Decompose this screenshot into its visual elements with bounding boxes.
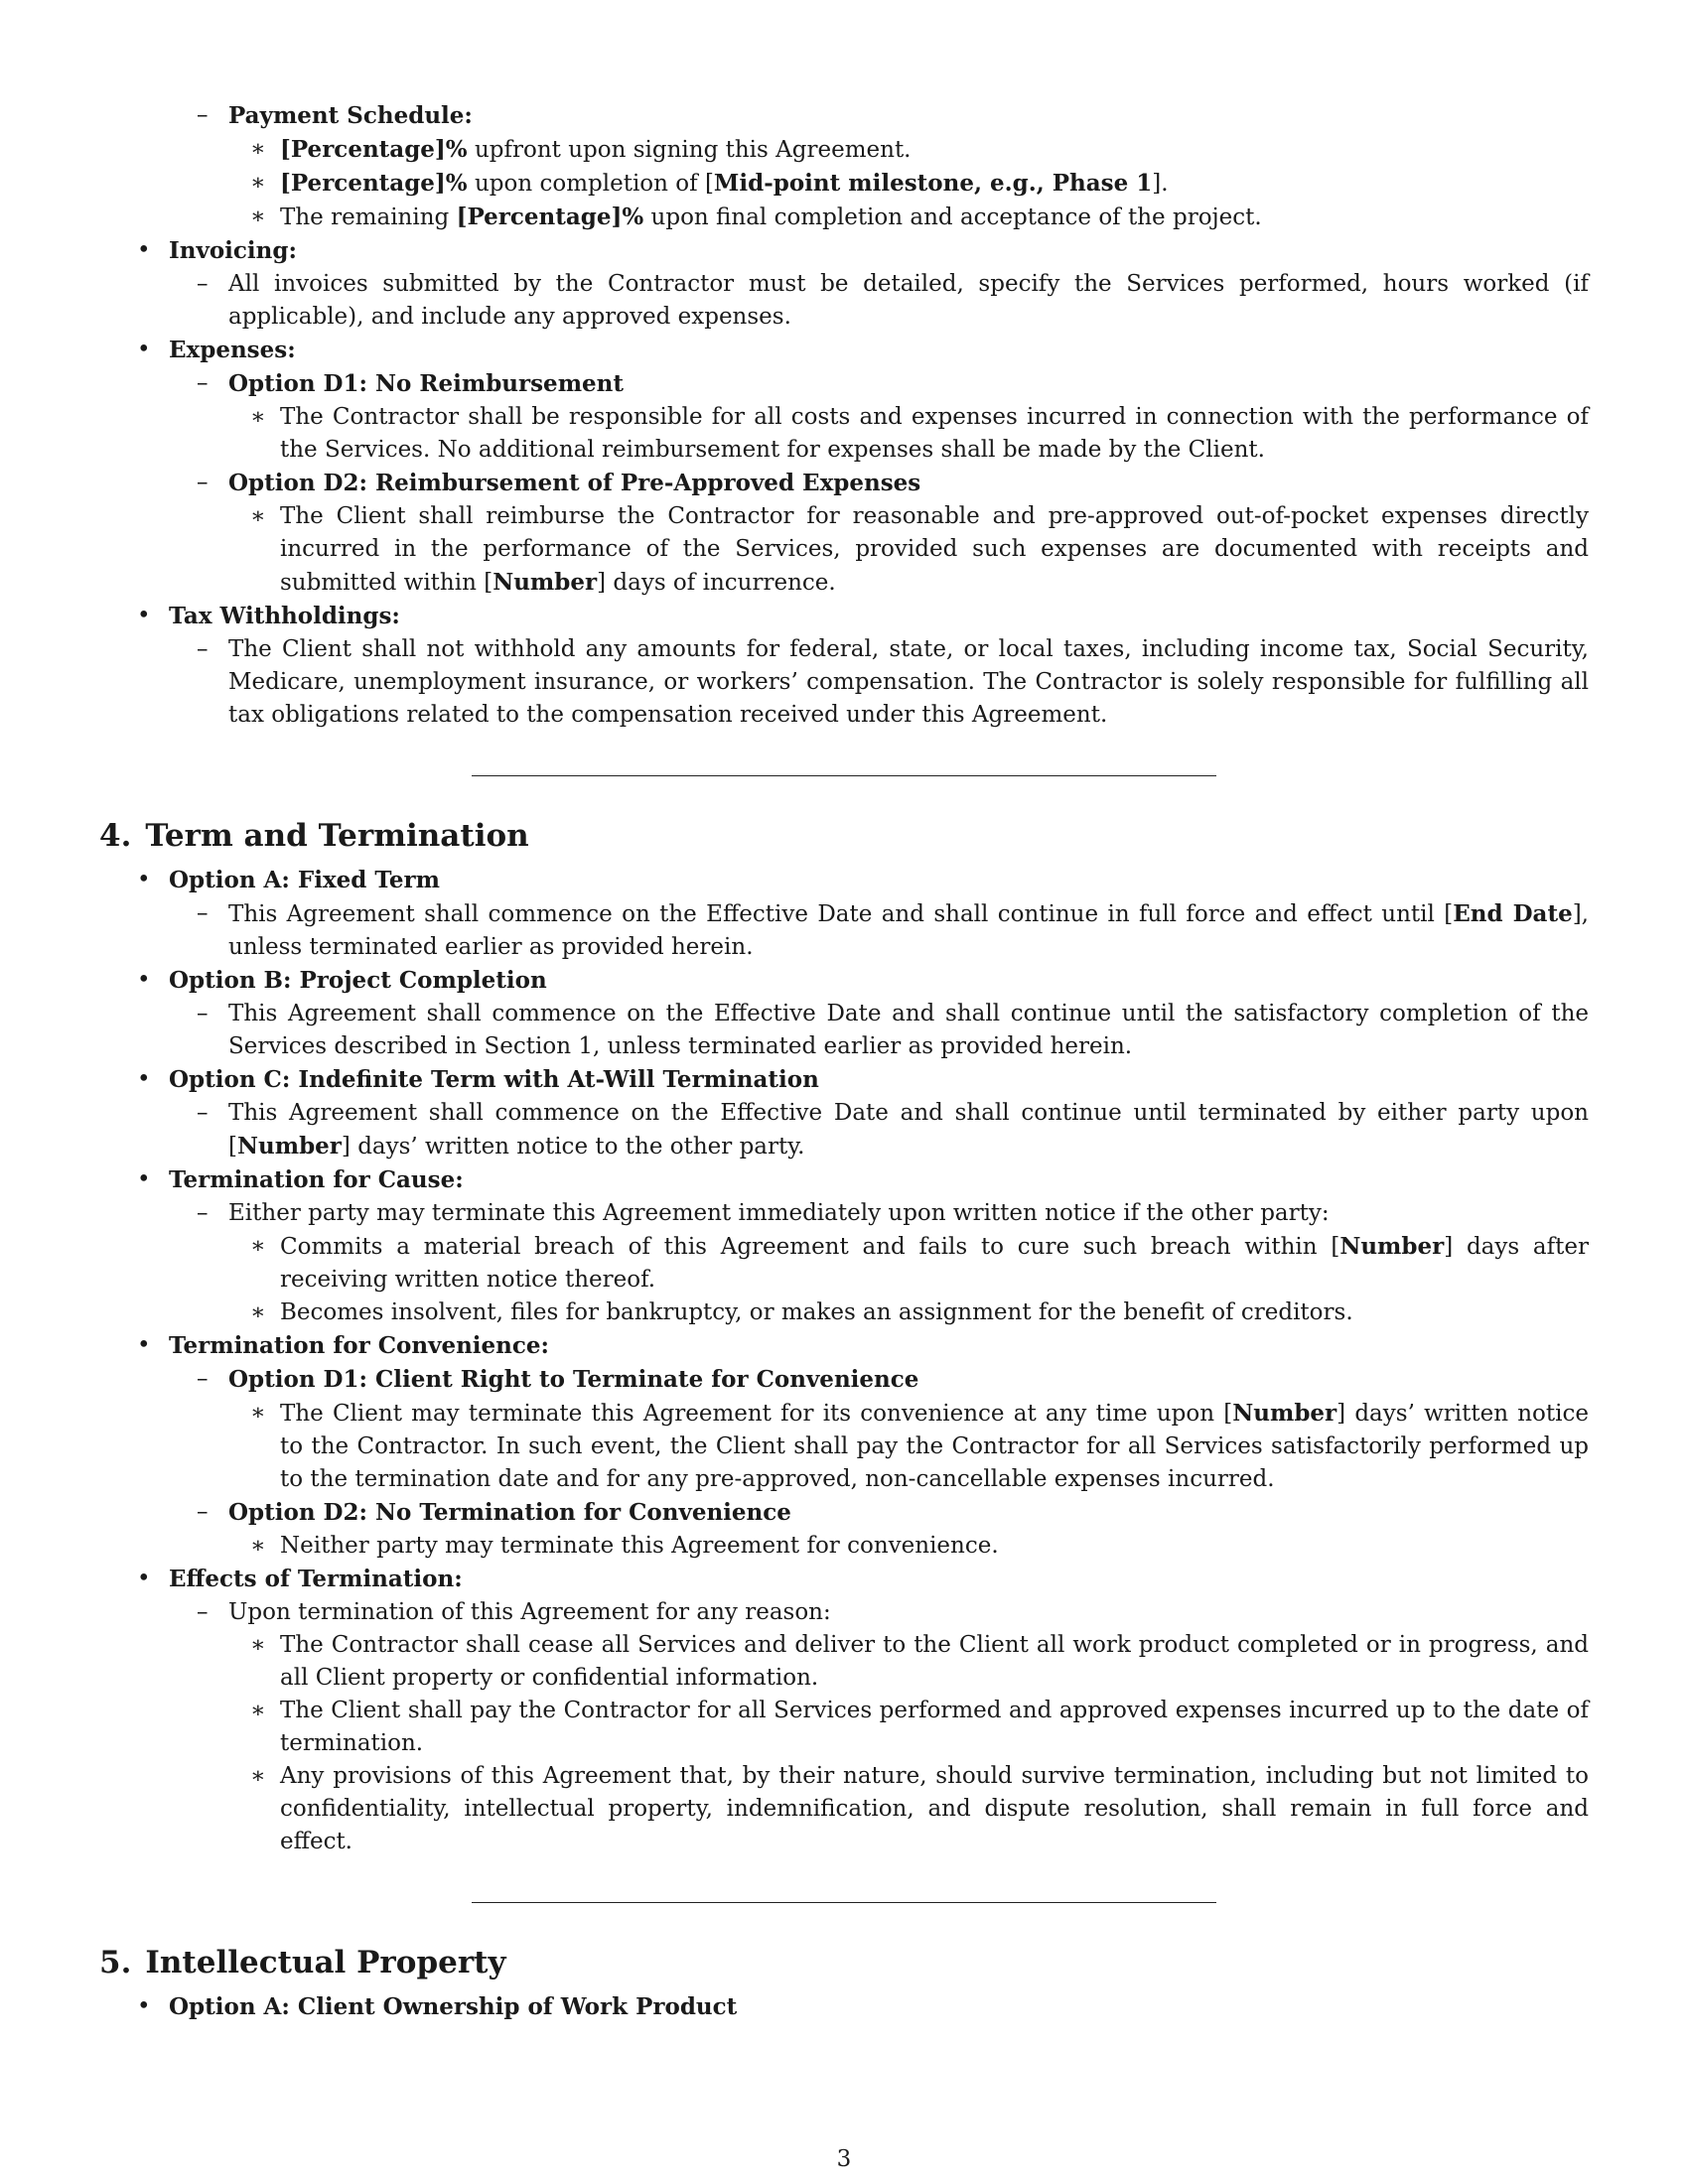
cause-item-2: ∗ Becomes insolvent, files for bankruptcy, or makes an assignment for the benefit of creditors. — [99, 1297, 1589, 1329]
tax-heading: • Tax Withholdings: — [99, 600, 1589, 633]
document-page — [99, 99, 1589, 2024]
effects-item: ∗ The Client shall pay the Contractor for all Services performed and approved expenses incurred up to the date of termination. — [99, 1695, 1589, 1760]
convenience-option-d2-text: ∗ Neither party may terminate this Agreement for convenience. — [99, 1530, 1589, 1563]
dash-marker: – — [197, 370, 209, 396]
dash-marker: – — [197, 1100, 209, 1126]
effects-of-termination-heading: • Effects of Termination: — [99, 1563, 1589, 1596]
star-marker: ∗ — [250, 136, 266, 162]
star-marker: ∗ — [250, 1299, 266, 1325]
payment-item-2: ∗ [Percentage]% upon completion of [Mid-point milestone, e.g., Phase 1]. — [99, 167, 1589, 201]
convenience-option-d2-heading: – Option D2: No Termination for Convenience — [99, 1496, 1589, 1530]
bullet-marker: • — [137, 1332, 151, 1358]
tax-text: – The Client shall not withhold any amounts for federal, state, or local taxes, including income tax, Social Security, Medicare, unemployment insurance, or workers’ compensation. The Contractor is solely responsible for fulfilling all tax obligations related to the compensation received under this Agreement. — [99, 633, 1589, 732]
star-marker: ∗ — [250, 404, 266, 430]
dash-marker: – — [197, 102, 209, 128]
bullet-marker: • — [137, 1066, 151, 1092]
star-marker: ∗ — [250, 1233, 266, 1259]
termination-for-convenience-heading: • Termination for Convenience: — [99, 1329, 1589, 1363]
payment-item-3: ∗ The remaining [Percentage]% upon final completion and acceptance of the project. — [99, 201, 1589, 234]
section-divider — [472, 1902, 1216, 1903]
dash-marker: – — [197, 470, 209, 495]
payment-schedule-heading: – Payment Schedule: — [99, 99, 1589, 133]
effects-item: ∗ Any provisions of this Agreement that, by their nature, should survive termination, including but not limited to confidentiality, intellectual property, indemnification, and dispute resolution, shall remain in full force and effect. — [99, 1760, 1589, 1858]
bullet-marker: • — [137, 1166, 151, 1192]
dash-marker: – — [197, 1599, 209, 1625]
section-4-heading: 4. Term and Termination — [99, 818, 529, 854]
star-marker: ∗ — [250, 1698, 266, 1723]
termination-for-cause-heading: • Termination for Cause: — [99, 1163, 1589, 1197]
invoicing-text: – All invoices submitted by the Contractor must be detailed, specify the Services performed, hours worked (if applicable), and include any approved expenses. — [99, 268, 1589, 334]
payment-item-1: ∗ [Percentage]% upfront upon signing this Agreement. — [99, 133, 1589, 167]
option-c-text: – This Agreement shall commence on the Effective Date and shall continue until terminated by either party upon [Number] days’ written notice to the other party. — [99, 1097, 1589, 1163]
expenses-option-d2-text: ∗ The Client shall reimburse the Contractor for reasonable and pre-approved out-of-pocket expenses directly incurred in the performance of the Services, provided such expenses are documented with receipts and submitted within [Number] days of incurrence. — [99, 500, 1589, 600]
star-marker: ∗ — [250, 1533, 266, 1559]
option-b-heading: • Option B: Project Completion — [99, 964, 1589, 998]
option-c-heading: • Option C: Indefinite Term with At-Will Termination — [99, 1063, 1589, 1097]
termination-for-cause-intro: – Either party may terminate this Agreement immediately upon written notice if the other party: — [99, 1197, 1589, 1230]
star-marker: ∗ — [250, 170, 266, 196]
star-marker: ∗ — [250, 1763, 266, 1789]
cause-item-1: ∗ Commits a material breach of this Agreement and fails to cure such breach within [Number] days after receiving written notice thereof. — [99, 1230, 1589, 1297]
dash-marker: – — [197, 1499, 209, 1525]
ip-option-a-heading: • Option A: Client Ownership of Work Product — [99, 1990, 1589, 2024]
expenses-option-d1-heading: – Option D1: No Reimbursement — [99, 367, 1589, 401]
dash-marker: – — [197, 1366, 209, 1392]
convenience-option-d1-heading: – Option D1: Client Right to Terminate for Convenience — [99, 1363, 1589, 1397]
bullet-marker: • — [137, 1566, 151, 1591]
star-marker: ∗ — [250, 1400, 266, 1426]
bullet-marker: • — [137, 603, 151, 628]
expenses-option-d2-heading: – Option D2: Reimbursement of Pre-Approved Expenses — [99, 467, 1589, 500]
bullet-marker: • — [137, 337, 151, 362]
star-marker: ∗ — [250, 204, 266, 229]
section-divider — [472, 775, 1216, 776]
bullet-marker: • — [137, 967, 151, 993]
section-5-heading: 5. Intellectual Property — [99, 1945, 506, 1980]
bullet-marker: • — [137, 1993, 151, 2019]
dash-marker: – — [197, 1001, 209, 1026]
star-marker: ∗ — [250, 1632, 266, 1658]
bullet-marker: • — [137, 867, 151, 892]
invoicing-heading: • Invoicing: — [99, 234, 1589, 268]
star-marker: ∗ — [250, 503, 266, 529]
dash-marker: – — [197, 900, 209, 926]
expenses-option-d1-text: ∗ The Contractor shall be responsible for all costs and expenses incurred in connection with the performance of the Services. No additional reimbursement for expenses shall be made by the Client. — [99, 401, 1589, 467]
effects-item: ∗ The Contractor shall cease all Services and deliver to the Client all work product completed or in progress, and all Client property or confidential information. — [99, 1629, 1589, 1695]
expenses-heading: • Expenses: — [99, 334, 1589, 367]
convenience-option-d1-text: ∗ The Client may terminate this Agreement for its convenience at any time upon [Number] days’ written notice to the Contractor. In such event, the Client shall pay the Contractor for all Services satisfactorily performed up to the termination date and for any pre-approved, non-cancellable expenses incurred. — [99, 1397, 1589, 1496]
dash-marker: – — [197, 271, 209, 297]
option-b-text: – This Agreement shall commence on the Effective Date and shall continue until the satisfactory completion of the Services described in Section 1, unless terminated earlier as provided herein. — [99, 998, 1589, 1063]
option-a-heading: • Option A: Fixed Term — [99, 864, 1589, 897]
option-a-text: – This Agreement shall commence on the Effective Date and shall continue in full force and effect until [End Date], unless terminated earlier as provided herein. — [99, 897, 1589, 964]
dash-marker: – — [197, 1200, 209, 1226]
bullet-marker: • — [137, 237, 151, 263]
dash-marker: – — [197, 636, 209, 662]
page-number: 3 — [836, 2146, 852, 2172]
effects-intro: – Upon termination of this Agreement for any reason: — [99, 1596, 1589, 1629]
